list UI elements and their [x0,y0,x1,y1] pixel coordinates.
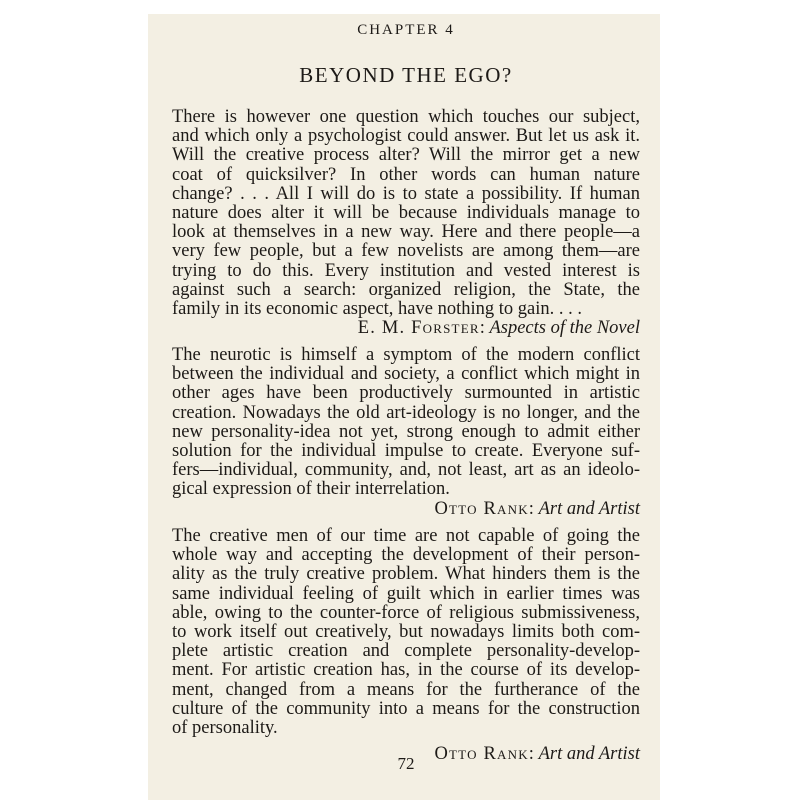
text-line: The neurotic is himself a symptom of the modern conflict [172,345,640,365]
text-line: ment. For artistic creation has, in the course of its develop- [172,660,640,681]
text-line: same individual feeling of guilt which in earlier times was [172,583,640,604]
text-line: family in its economic aspect, have nothing to gain. . . . [172,299,582,320]
text-line: between the individual and society, a conflict which might in [172,364,640,385]
text-line: ality as the truly creative problem. What hinders them is the [172,564,640,585]
epigraph-attribution [172,319,640,338]
text-line: coat of quicksilver? In other words can human nature [172,164,640,185]
text-line: to work itself out creatively, but nowadays limits both com- [172,622,640,643]
epigraph-rank-1 [172,346,640,519]
epigraph-forster [172,108,640,338]
text-line: solution for the individual impulse to create. Everyone suf- [172,441,640,462]
text-line: fers—individual, community, and, not least, art as an ideolo- [172,460,640,481]
text-line: new personality-idea not yet, strong enough to admit either [172,421,640,442]
text-line: of personality. [172,718,278,739]
text-line: plete artistic creation and complete personality-develop- [172,641,640,662]
text-line: against such a search: organized religion, the State, the [172,279,640,300]
text-line: creation. Nowadays the old art-ideology is no longer, and the [172,402,640,423]
attribution-book: Art and Artist [538,744,640,765]
attribution-author: Otto Rank [434,744,529,765]
text-line: very few people, but a few novelists are among them—are [172,241,640,262]
text-line: able, owing to the counter-force of religious submissiveness, [172,602,640,623]
text-line: There is however one question which touches our subject, [172,107,640,127]
page-number: 72 [397,754,415,773]
epigraph-attribution [172,500,640,519]
text-line: gical expression of their interrelation. [172,479,450,500]
text-line: Will the creative process alter? Will the mirror get a new [172,145,640,166]
text-line: culture of the community into a means for the construction [172,698,640,719]
attribution-separator: : [479,318,490,339]
text-line: trying to do this. Every institution and vested interest is [172,260,640,281]
epigraph-rank-2 [172,527,640,764]
text-line: change? . . . All I will do is to state a possibility. If human [172,183,640,204]
text-line: The creative men of our time are not capable of going the [172,526,640,546]
text-line: ment, changed from a means for the furtherance of the [172,679,640,700]
text-line: look at themselves in a new way. Here and there people—a [172,222,640,243]
chapter-label: CHAPTER 4 [357,22,455,38]
text-line: and which only a psychologist could answer. But let us ask it. [172,126,640,147]
text-line: whole way and accepting the development of their person- [172,545,640,566]
chapter-title: BEYOND THE EGO? [299,63,513,87]
attribution-book: Aspects of the Novel [489,318,640,339]
attribution-author: Otto Rank [434,498,529,519]
attribution-separator: : [528,498,539,519]
attribution-book: Art and Artist [538,498,640,519]
text-line: nature does alter it will be because individuals manage to [172,203,640,224]
attribution-author: E. M. Forster [357,318,480,339]
attribution-separator: : [528,744,539,765]
text-line: other ages have been productively surmounted in artistic [172,383,640,404]
